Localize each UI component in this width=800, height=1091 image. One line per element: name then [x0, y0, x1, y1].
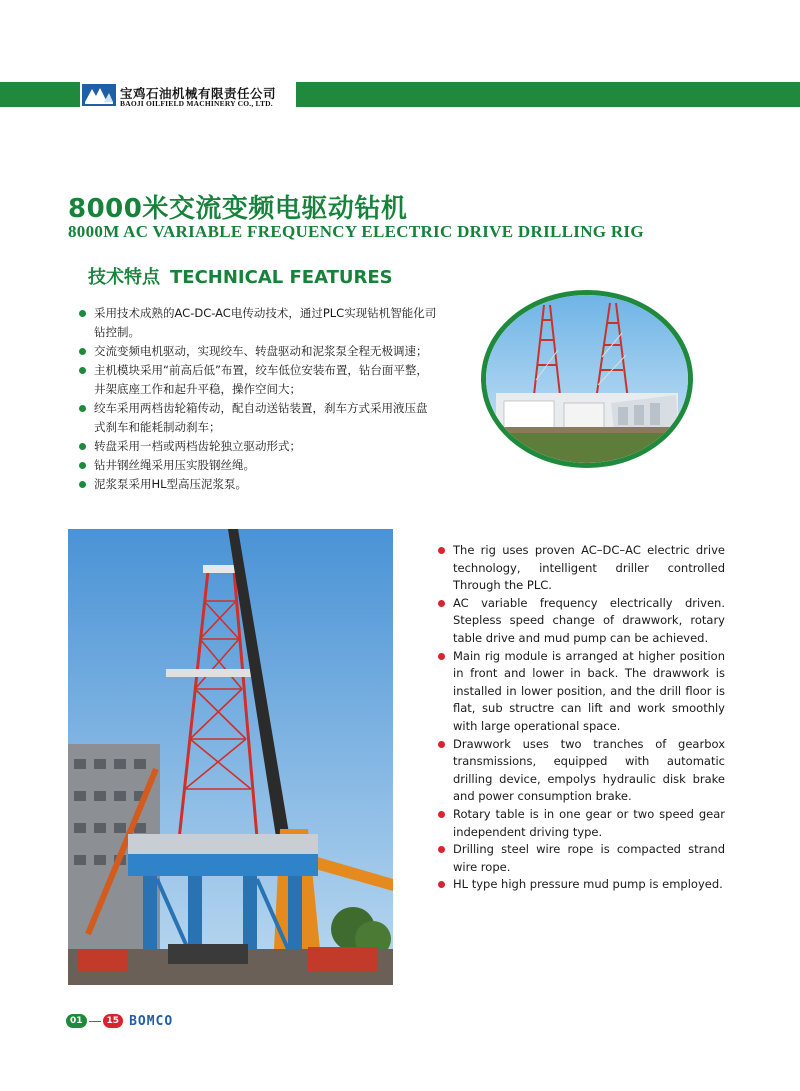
features-list-en — [437, 542, 725, 894]
footer-brand: BOMCO — [129, 1013, 174, 1029]
feature-item-cn: 主机模块采用“前高后低”布置，绞车低位安装布置，钻台面平整，井架底座工作和起升平稳，操作空间大； — [78, 361, 438, 399]
feature-item-en: AC variable frequency electrically driven. Stepless speed change of drawwork, rotary table drive and mud pump can be achieved. — [437, 595, 725, 648]
feature-item-cn: 泥浆泵采用HL型高压泥浆泵。 — [78, 475, 438, 494]
section-title — [88, 263, 393, 289]
features-list-cn — [78, 304, 438, 494]
page-number-start: 01 — [66, 1014, 87, 1028]
company-name-en: BAOJI OILFIELD MACHINERY CO., LTD. — [120, 99, 273, 108]
feature-item-cn: 钻井钢丝绳采用压实股钢丝绳。 — [78, 456, 438, 475]
page-number-divider — [89, 1021, 101, 1022]
feature-item-en: Rotary table is in one gear or two speed gear independent driving type. — [437, 806, 725, 841]
header-bar-left — [0, 82, 80, 107]
section-title-cn: 技术特点 — [88, 267, 160, 288]
feature-item-en: The rig uses proven AC–DC–AC electric drive technology, intelligent driller controlled Through the PLC. — [437, 542, 725, 595]
feature-item-en: HL type high pressure mud pump is employed. — [437, 876, 725, 894]
drilling-rig-photo — [68, 529, 393, 985]
page-number-current: 15 — [103, 1014, 124, 1028]
header-bar-right — [296, 82, 800, 107]
rig-module-photo — [481, 290, 693, 468]
company-name-cn: 宝鸡石油机械有限责任公司 — [120, 86, 277, 101]
page-footer — [66, 1013, 173, 1029]
feature-item-cn: 采用技术成熟的AC-DC-AC电传动技术，通过PLC实现钻机智能化司钻控制。 — [78, 304, 438, 342]
page-title-en: 8000M AC VARIABLE FREQUENCY ELECTRIC DRIVE DRILLING RIG — [68, 222, 644, 241]
feature-item-en: Drilling steel wire rope is compacted strand wire rope. — [437, 841, 725, 876]
page-title-cn: 8000米交流变频电驱动钻机 — [68, 194, 408, 224]
bomco-logo-icon — [82, 84, 116, 106]
feature-item-cn: 交流变频电机驱动，实现绞车、转盘驱动和泥浆泵全程无极调速； — [78, 342, 438, 361]
feature-item-en: Drawwork uses two tranches of gearbox transmissions, equipped with automatic drilling device, empolys hydraulic disk brake and power consumption brake. — [437, 736, 725, 806]
feature-item-en: Main rig module is arranged at higher position in front and lower in back. The drawwork is installed in lower position, and the drill floor is flat, sub structre can lift and work smoothly with large operational space. — [437, 648, 725, 736]
feature-item-cn: 绞车采用两档齿轮箱传动，配自动送钻装置，刹车方式采用液压盘式刹车和能耗制动刹车； — [78, 399, 438, 437]
section-title-en: TECHNICAL FEATURES — [170, 267, 393, 288]
feature-item-cn: 转盘采用一档或两档齿轮独立驱动形式； — [78, 437, 438, 456]
